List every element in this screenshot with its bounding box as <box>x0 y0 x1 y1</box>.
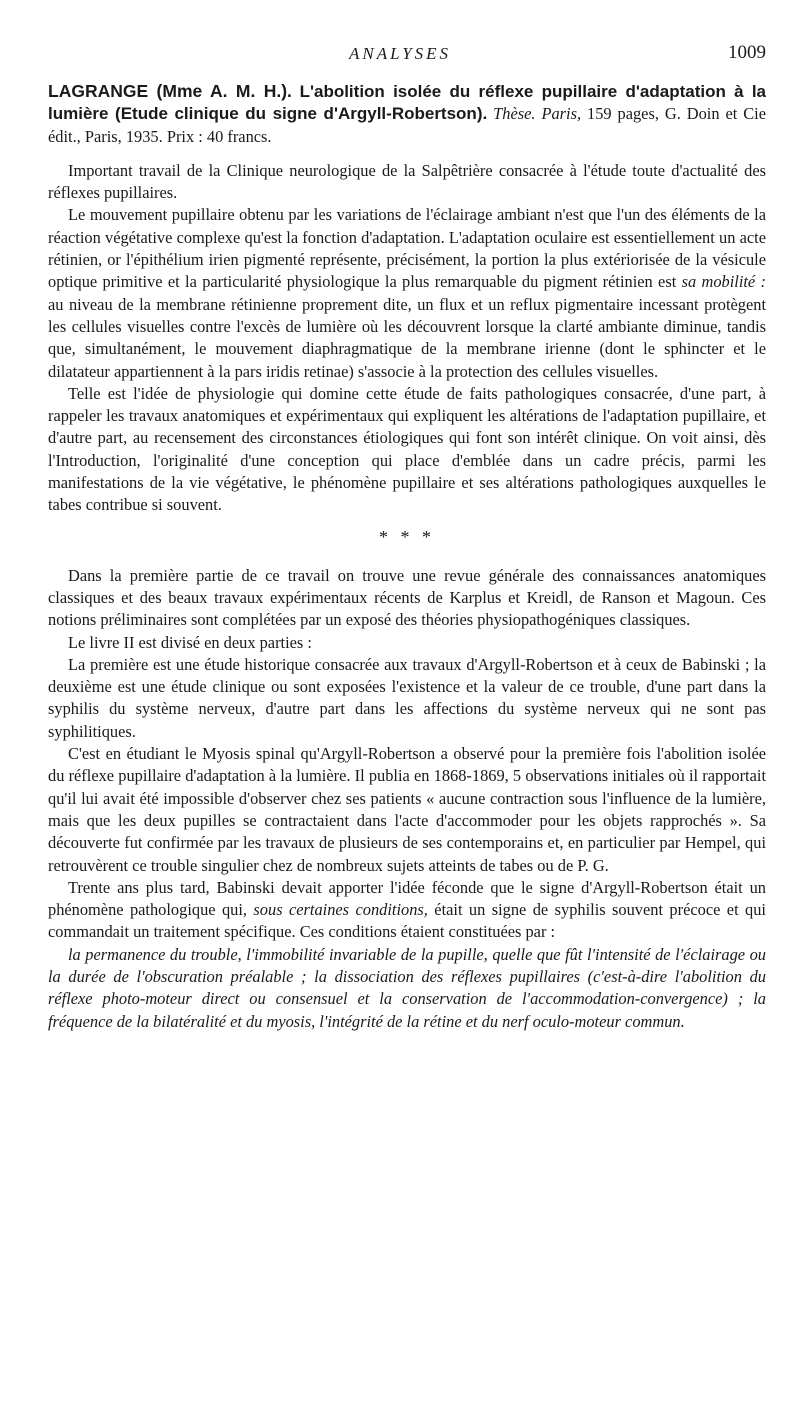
emphasis-conditions: sous certaines conditions, <box>253 900 428 920</box>
conditions-paragraph <box>48 944 766 1033</box>
article-body <box>48 80 766 1033</box>
conditions-text: la permanence du trouble, l'immobilité invariable de la pupille, quelle que fût l'intensité de l'éclairage ou la durée de l'obscuration préalable ; la dissociation des réflexes pupillaires (c'est-à-dire l'abolition du réflexe photo-moteur direct ou consensuel et la conservation de l'accommodation-convergence) ; la fréquence de la bilatéralité et du myosis, l'intégrité de la rétine et du nerf oculo-moteur commun. <box>48 944 766 1031</box>
bibliographic-entry <box>48 80 766 148</box>
entry-place: Paris, <box>541 104 582 124</box>
entry-author: LAGRANGE (Mme A. M. H.). <box>48 81 292 101</box>
paragraph: C'est en étudiant le Myosis spinal qu'Argyll-Robertson a observé pour la première fois l'abolition isolée du réflexe pupillaire d'adaptation à la lumière. Il publia en 1868-1869, 5 observations initiales où il rapportait qu'il lui avait été impossible d'observer chez ses patients « aucune contraction sous l'influence de la lumière, mais que les deux pupilles se contractaient dans l'acte d'accommoder pour les objets rapprochés ». Sa découverte fut confirmée par les travaux de plusieurs de ses contemporains et, en particulier par Hempel, qui retrouvèrent ce trouble singulier chez de nombreux sujets atteints de tabes ou de P. G. <box>48 744 766 875</box>
running-title: ANALYSES <box>348 44 452 63</box>
entry-thesis: Thèse. <box>493 104 536 124</box>
entry-details: 159 pages, G. Doin et Cie édit., Paris, 1935. Prix : 40 francs. <box>48 104 766 146</box>
paragraph: Dans la première partie de ce travail on trouve une revue générale des connaissances anatomiques classiques et des beaux travaux expérimentaux récents de Karplus et Kreidl, de Ranson et Magoun. Ces notions préliminaires sont complétées par un exposé des théories physiopathogéniques classiques. <box>48 565 766 630</box>
paragraph-text: Trente ans plus tard, Babinski devait apporter l'idée féconde que le signe d'Argyll-Robertson était un phénomène pathologique qui, <box>48 877 766 920</box>
paragraph: Le livre II est divisé en deux parties : <box>68 632 312 652</box>
paragraph: La première est une étude historique consacrée aux travaux d'Argyll-Robertson et à ceux de Babinski ; la deuxième est une étude clinique ou sont exposées l'existence et la valeur de ce trouble, d'une part dans la syphilis du système nerveux, d'autre part dans les affections du système nerveux qui ne sont pas syphilitiques. <box>48 654 766 741</box>
section-separator: * * * <box>379 526 435 547</box>
paragraph <box>48 877 766 944</box>
paragraph-text: au niveau de la membrane rétinienne proprement dite, un flux et un reflux pigmentaire incessant protègent les cellules visuelles contre l'excès de lumière où les découvrent lorsque la clarté ambiante diminue, tandis que, simultanément, le mouvement diaphragmatique de la membrane irienne (dont le sphincter et le dilatateur appartiennent à la pars iridis retinae) s'associe à la protection des cellules visuelles. <box>48 294 766 381</box>
paragraph: Important travail de la Clinique neurologique de la Salpêtrière consacrée à l'étude toute d'actualité des réflexes pupillaires. <box>48 160 766 203</box>
paragraph: Telle est l'idée de physiologie qui domine cette étude de faits pathologiques consacrée, d'une part, à rappeler les travaux anatomiques et expérimentaux qui expliquent les altérations de l'adaptation pupillaire, et d'autre part, au recensement des circonstances étiologiques qui font son intérêt clinique. On voit ainsi, dès l'Introduction, l'originalité d'une conception qui place d'emblée dans un cadre précis, parmi les manifestations de la vie végétative, le phénomène pupillaire et ses altérations pathologiques auxquelles le tabes contribue si souvent. <box>48 383 766 515</box>
emphasis-mobilite: sa mobilité : <box>681 272 766 292</box>
entry-title: L'abolition isolée du réflexe pupillaire d'adaptation à la lumière (Etude clinique du signe d'Argyll-Robertson). <box>48 82 766 124</box>
paragraph-text: Le mouvement pupillaire obtenu par les variations de l'éclairage ambiant n'est que l'un des éléments de la réaction végétative complexe qu'est la fonction d'adaptation. L'adaptation oculaire est essentiellement un acte rétinien, or l'épithélium irien pigmenté représente, précisément, la portion la plus extériorisée de la vésicule optique primitive et la particularité physiologique la plus remarquable du pigment rétinien est <box>48 205 766 292</box>
paragraph <box>48 204 766 382</box>
paragraph-text: était un signe de syphilis souvent précoce et qui commandait un traitement spécifique. Ces conditions étaient constituées par : <box>48 900 766 942</box>
page-number: 1009 <box>728 42 766 63</box>
